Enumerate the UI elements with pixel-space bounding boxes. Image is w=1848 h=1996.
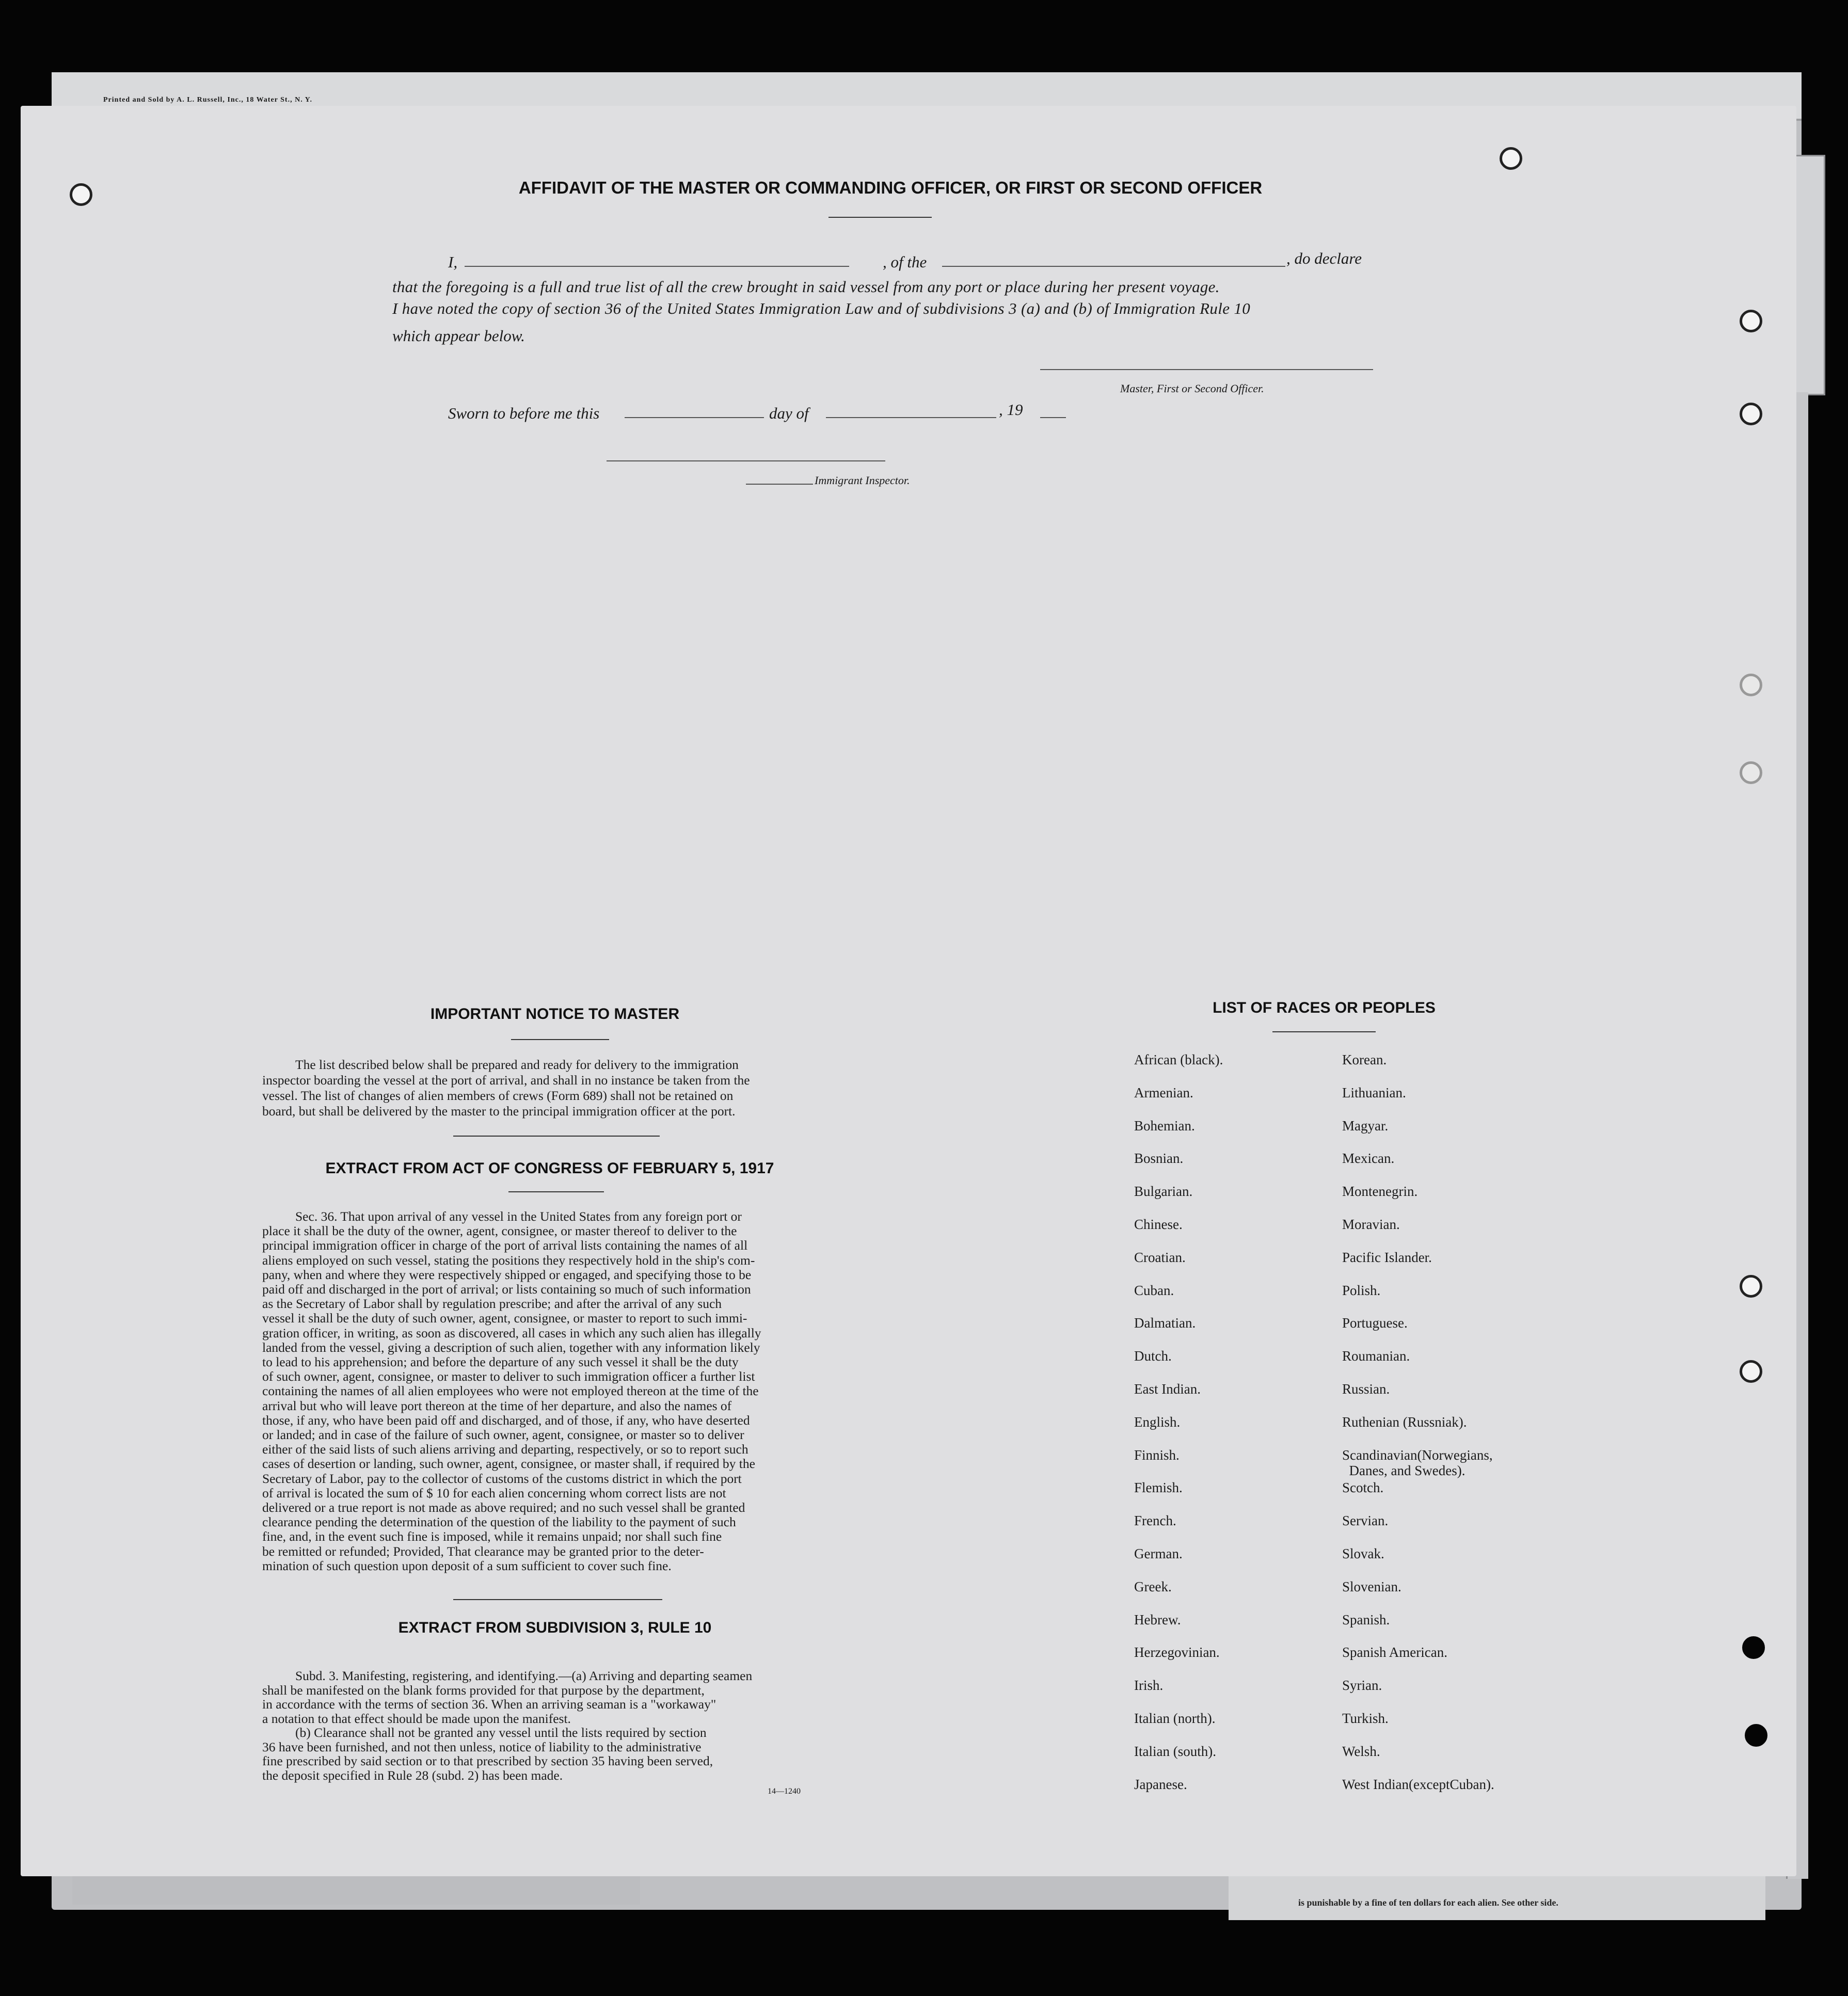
races-title: LIST OF RACES OR PEOPLES [1213, 999, 1436, 1016]
race-item: Scandinavian(Norwegians, Danes, and Swedes). [1342, 1447, 1493, 1478]
race-item: Japanese. [1134, 1777, 1187, 1792]
rule-line: 36 have been furnished, and not then unless, notice of liability to the administrative [262, 1739, 702, 1754]
act-line: arrival but who will leave port thereon at the time of her departure, and also the names of [262, 1398, 732, 1413]
act-line: vessel it shall be the duty of such owner, agent, consignee, or master to report to such immi- [262, 1311, 747, 1326]
act-line: Secretary of Labor, pay to the collector of customs of the customs district in which the port [262, 1471, 742, 1486]
race-item: Magyar. [1342, 1118, 1389, 1133]
race-item: Polish. [1342, 1283, 1381, 1298]
punch-hole-icon [1740, 310, 1762, 332]
rule-line: Subd. 3. Manifesting, registering, and identifying.—(a) Arriving and departing seamen [295, 1668, 753, 1683]
act-line: or landed; and in case of the failure of such owner, agent, consignee, or master so to deliver [262, 1427, 744, 1443]
race-item: Spanish American. [1342, 1644, 1447, 1660]
rule-line: fine prescribed by said section or to that prescribed by section 35 having been served, [262, 1753, 713, 1768]
act-line: clearance pending the determination of the question of the liability to the payment of such [262, 1514, 736, 1530]
notice-text [262, 1057, 855, 1119]
bottom-underlying-note: is punishable by a fine of ten dollars for each alien. See other side. [1298, 1897, 1558, 1908]
punch-hole-icon [1740, 761, 1762, 784]
race-item: Irish. [1134, 1678, 1164, 1693]
officer-signature-line[interactable] [1040, 369, 1373, 370]
affiant-label: I, [448, 253, 458, 271]
vessel-name-line[interactable] [942, 266, 1285, 267]
affidavit-line-2: that the foregoing is a full and true list of all the crew brought in said vessel from any port or place during her present voyage. [392, 278, 1220, 296]
race-item: Bosnian. [1134, 1151, 1184, 1166]
race-item: Slovak. [1342, 1546, 1384, 1561]
rule-text [262, 1669, 855, 1782]
act-line: of arrival is located the sum of $ 10 for each alien concerning whom correct lists are not [262, 1485, 726, 1500]
rule-line: in accordance with the terms of section 36. When an arriving seaman is a "workaway" [262, 1697, 716, 1712]
race-item: African (black). [1134, 1052, 1223, 1067]
act-line: as the Secretary of Labor shall by regulation prescribe; and after the arrival of any such [262, 1296, 722, 1312]
act-line: cases of desertion or landing, such owner, agent, consignee, or master shall, if required by the [262, 1456, 755, 1472]
race-item: Greek. [1134, 1579, 1172, 1594]
year-label: , 19 [999, 401, 1023, 419]
punch-hole-icon [70, 183, 92, 206]
sworn-month-line[interactable] [826, 417, 996, 418]
rule-title: EXTRACT FROM SUBDIVISION 3, RULE 10 [398, 1619, 712, 1636]
race-item: West Indian(exceptCuban). [1342, 1777, 1494, 1792]
officer-caption: Master, First or Second Officer. [1120, 382, 1264, 395]
affidavit-line-3: I have noted the copy of section 36 of the United States Immigration Law and of subdivisions 3 (a) and (b) of Immigration Rule 10 [392, 299, 1251, 317]
races-rule [1272, 1031, 1376, 1032]
act-line: delivered or a true report is not made as above required; and no such vessel shall be granted [262, 1500, 745, 1515]
race-item: Finnish. [1134, 1447, 1180, 1463]
punch-hole-icon [1500, 147, 1522, 170]
race-item: Roumanian. [1342, 1348, 1410, 1364]
act-line: to lead to his apprehension; and before the departure of any such vessel it shall be the duty [262, 1354, 739, 1370]
form-number: 14—1240 [768, 1787, 801, 1796]
sworn-label: Sworn to before me this [448, 404, 600, 422]
act-rule [508, 1191, 604, 1192]
race-item: Bulgarian. [1134, 1184, 1193, 1199]
race-item: Moravian. [1342, 1217, 1400, 1232]
rule-line: (b) Clearance shall not be granted any vessel until the lists required by section [295, 1725, 707, 1740]
race-item: Montenegrin. [1342, 1184, 1418, 1199]
race-item: Slovenian. [1342, 1579, 1401, 1594]
punch-hole-icon [1740, 403, 1762, 425]
punch-hole-icon [1740, 1360, 1762, 1383]
rule-line: the deposit specified in Rule 28 (subd. 2) has been made. [262, 1767, 563, 1783]
punch-hole-icon [1745, 1724, 1767, 1747]
notice-line: vessel. The list of changes of alien members of crews (Form 689) shall not be retained on [262, 1088, 734, 1103]
race-item: Servian. [1342, 1513, 1389, 1528]
title-rule [829, 217, 932, 218]
inspector-caption: Immigrant Inspector. [815, 474, 910, 487]
race-item: Dalmatian. [1134, 1315, 1196, 1331]
race-item: Croatian. [1134, 1250, 1186, 1265]
inspector-short-line [746, 484, 813, 485]
race-item: Italian (north). [1134, 1711, 1216, 1726]
act-line: pany, when and where they were respectively shipped or engaged, and specifying those to be [262, 1267, 752, 1282]
race-item: Italian (south). [1134, 1744, 1216, 1759]
rule-line: shall be manifested on the blank forms provided for that purpose by the department, [262, 1682, 705, 1698]
punch-hole-icon [1740, 1275, 1762, 1298]
race-item: Spanish. [1342, 1612, 1390, 1627]
act-line: landed from the vessel, giving a description of such alien, together with any information likely [262, 1339, 760, 1355]
act-line: either of the said lists of such aliens arriving and departing, respectively, or so to report such [262, 1442, 748, 1457]
race-item: Welsh. [1342, 1744, 1380, 1759]
act-title: EXTRACT FROM ACT OF CONGRESS OF FEBRUARY 5, 1917 [325, 1160, 774, 1177]
race-item: Portuguese. [1342, 1315, 1408, 1331]
form-sheet [21, 106, 1796, 1876]
affidavit-title: AFFIDAVIT OF THE MASTER OR COMMANDING OFFICER, OR FIRST OR SECOND OFFICER [518, 178, 1263, 197]
notice-title: IMPORTANT NOTICE TO MASTER [430, 1005, 680, 1023]
race-item: Dutch. [1134, 1348, 1172, 1364]
notice-line: inspector boarding the vessel at the port of arrival, and shall in no instance be taken from the [262, 1073, 750, 1088]
punch-hole-icon [1742, 1636, 1765, 1659]
race-item: Herzegovinian. [1134, 1644, 1220, 1660]
act-line: principal immigration officer in charge of the port of arrival lists containing the names of all [262, 1238, 748, 1253]
race-item: Korean. [1342, 1052, 1387, 1067]
day-of-label: day of [769, 404, 809, 422]
inspector-signature-line[interactable] [607, 460, 885, 461]
race-item: Ruthenian (Russniak). [1342, 1414, 1467, 1430]
race-item: Pacific Islander. [1342, 1250, 1432, 1265]
act-line: place it shall be the duty of the owner, agent, consignee, or master thereof to deliver to the [262, 1223, 737, 1239]
notice-divider [453, 1136, 660, 1137]
of-the-label: , of the [883, 253, 927, 271]
act-line: paid off and discharged in the port of arrival; or lists containing so much of such information [262, 1282, 751, 1297]
act-line: be remitted or refunded; Provided, That clearance may be granted prior to the deter- [262, 1543, 704, 1559]
race-item: Lithuanian. [1342, 1085, 1406, 1100]
sworn-year-line[interactable] [1040, 417, 1066, 418]
rule-line: a notation to that effect should be made upon the manifest. [262, 1711, 571, 1726]
race-item: Mexican. [1342, 1151, 1395, 1166]
race-item: Chinese. [1134, 1217, 1183, 1232]
race-item: Turkish. [1342, 1711, 1389, 1726]
act-line: of such owner, agent, consignee, or master to deliver to such immigration officer a further list [262, 1369, 755, 1384]
race-item: Armenian. [1134, 1085, 1193, 1100]
race-item: East Indian. [1134, 1381, 1201, 1397]
race-item: Flemish. [1134, 1480, 1183, 1495]
act-line: gration officer, in writing, as soon as discovered, all cases in which any such alien has illegally [262, 1325, 761, 1340]
race-item: Hebrew. [1134, 1612, 1181, 1627]
act-line: those, if any, who have been paid off and discharged, and of those, if any, who have deserted [262, 1412, 750, 1428]
race-item: Scotch. [1342, 1480, 1384, 1495]
race-item: German. [1134, 1546, 1183, 1561]
notice-rule [511, 1039, 609, 1040]
race-item: English. [1134, 1414, 1181, 1430]
act-line: containing the names of all alien employees who were not employed thereon at the time of the [262, 1383, 759, 1399]
race-item: Syrian. [1342, 1678, 1382, 1693]
race-item: Bohemian. [1134, 1118, 1195, 1133]
act-divider [453, 1599, 662, 1600]
act-line: Sec. 36. That upon arrival of any vessel in the United States from any foreign port or [295, 1209, 742, 1224]
punch-hole-icon [1740, 674, 1762, 696]
race-item: French. [1134, 1513, 1176, 1528]
act-text [262, 1209, 855, 1573]
printer-imprint: Printed and Sold by A. L. Russell, Inc., 18 Water St., N. Y. [103, 96, 313, 104]
act-line: fine, and, in the event such fine is imposed, while it remains unpaid; nor shall such fine [262, 1529, 722, 1544]
race-item: Cuban. [1134, 1283, 1174, 1298]
affiant-name-line[interactable] [465, 266, 849, 267]
notice-line: The list described below shall be prepared and ready for delivery to the immigration [295, 1057, 739, 1072]
race-item: Russian. [1342, 1381, 1390, 1397]
act-line: mination of such question upon deposit of a sum sufficient to cover such fine. [262, 1558, 672, 1573]
notice-line: board, but shall be delivered by the master to the principal immigration officer at the port. [262, 1104, 736, 1119]
act-line: aliens employed on such vessel, stating the positions they respectively hold in the ship's com- [262, 1252, 755, 1268]
sworn-day-line[interactable] [625, 417, 764, 418]
do-declare-label: , do declare [1286, 249, 1362, 267]
affidavit-line-4: which appear below. [392, 327, 525, 345]
